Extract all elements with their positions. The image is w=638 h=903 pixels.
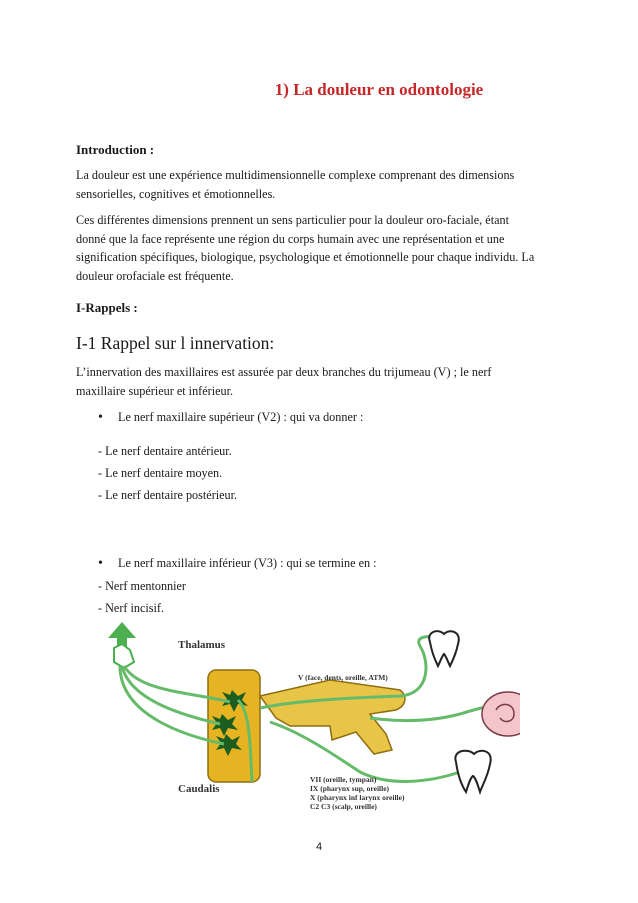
tooth-icon bbox=[455, 751, 490, 792]
label-vii: VII (oreille, tympan) bbox=[310, 775, 377, 784]
page-title: 1) La douleur en odontologie bbox=[274, 80, 484, 99]
bullet-text: Le nerf maxillaire inférieur (V3) : qui se termine en : bbox=[118, 556, 377, 570]
diagram-svg bbox=[100, 622, 520, 822]
text-line: Ces différentes dimensions prennent un sens particulier pour la douleur oro-faciale, étant bbox=[76, 213, 509, 227]
label-v: V (face, dents, oreille, ATM) bbox=[298, 673, 388, 682]
intro-paragraph-2 bbox=[76, 211, 576, 285]
rappels-heading: I-Rappels : bbox=[76, 300, 138, 315]
bullet-icon: • bbox=[98, 410, 103, 425]
innervation-paragraph bbox=[76, 363, 576, 400]
label-c2c3: C2 C3 (scalp, oreille) bbox=[310, 802, 377, 811]
ear-icon bbox=[482, 692, 520, 736]
intro-paragraph-1 bbox=[76, 166, 576, 203]
tooth-icon bbox=[429, 631, 459, 666]
list-item: - Le nerf dentaire postérieur. bbox=[98, 488, 238, 502]
innervation-subheading: I-1 Rappel sur l innervation: bbox=[76, 333, 275, 353]
text-line: La douleur est une expérience multidimensionnelle complexe comprenant des dimensions bbox=[76, 168, 515, 182]
intro-heading: Introduction : bbox=[76, 142, 155, 157]
text-line: maxillaire supérieur et inférieur. bbox=[76, 383, 234, 398]
label-ix: IX (pharynx sup, oreille) bbox=[310, 784, 390, 793]
text-line: sensorielles, cognitives et émotionnelles. bbox=[76, 186, 276, 201]
bullet-maxillaire-inferieur bbox=[98, 556, 377, 572]
list-item: - Nerf incisif. bbox=[98, 601, 164, 615]
innervation-diagram bbox=[100, 622, 520, 827]
bullet-text: Le nerf maxillaire supérieur (V2) : qui va donner : bbox=[118, 410, 364, 424]
page-number: 4 bbox=[315, 841, 323, 853]
caudalis-label: Caudalis bbox=[178, 783, 220, 795]
thalamus-label: Thalamus bbox=[178, 639, 226, 651]
list-item: - Nerf mentonnier bbox=[98, 579, 186, 593]
list-item: - Le nerf dentaire moyen. bbox=[98, 466, 223, 480]
bullet-icon: • bbox=[98, 556, 103, 571]
bullet-maxillaire-superieur bbox=[98, 410, 363, 426]
label-x: X (pharynx inf larynx oreille) bbox=[310, 793, 405, 802]
text-line: douleur orofaciale est fréquente. bbox=[76, 268, 234, 283]
text-line: signification spécifiques, biologique, psychologique et émotionnelle pour chaque individu. La bbox=[76, 250, 535, 264]
text-line: donné que la face représente une région du corps humain avec une représentation et une bbox=[76, 231, 505, 246]
trigeminal-ganglion bbox=[260, 680, 405, 754]
list-item: - Le nerf dentaire antérieur. bbox=[98, 444, 232, 458]
thalamus-arrow-icon bbox=[108, 622, 136, 668]
text-line: L’innervation des maxillaires est assurée par deux branches du trijumeau (V) ; le nerf bbox=[76, 365, 492, 379]
